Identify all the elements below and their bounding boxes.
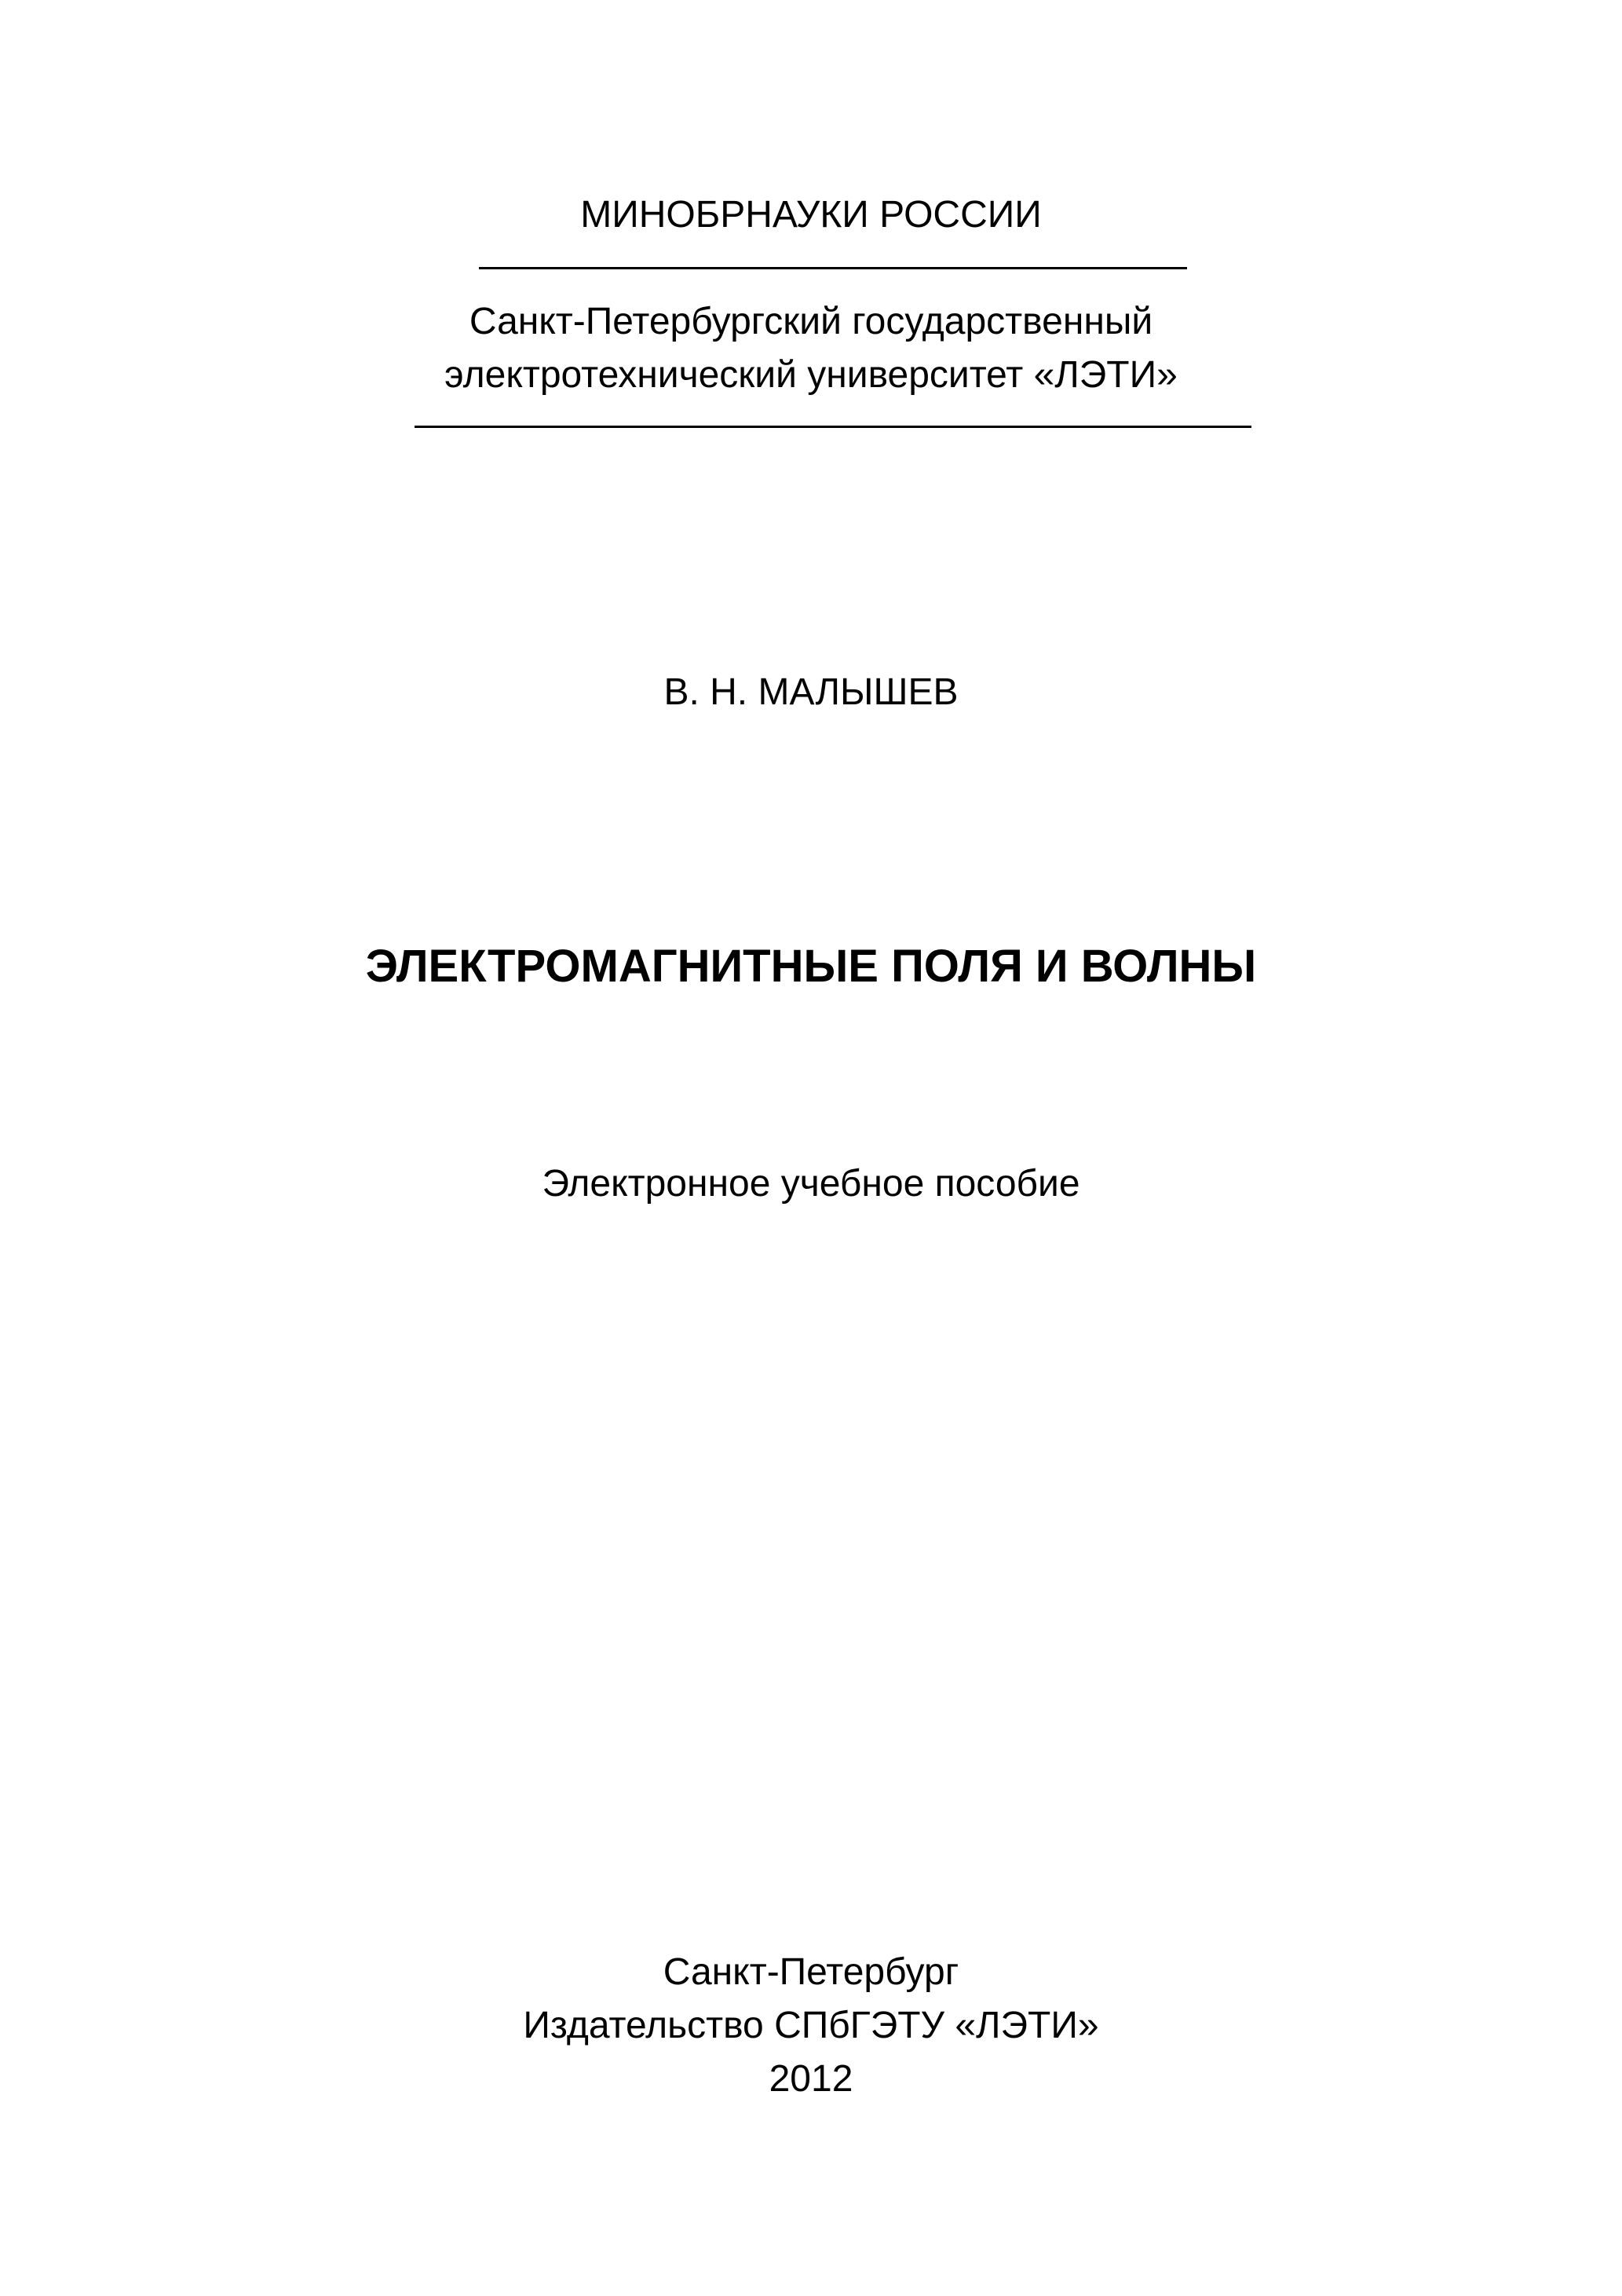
university-name-line1: Санкт-Петербургский государственный [469,301,1153,342]
book-subtitle: Электронное учебное пособие [542,1163,1080,1205]
ministry-name: МИНОБРНАУКИ РОССИИ [580,194,1042,236]
header-divider-long [415,426,1251,428]
publication-year: 2012 [769,2058,853,2100]
book-title: ЭЛЕКТРОМАГНИТНЫЕ ПОЛЯ И ВОЛНЫ [365,941,1257,992]
header-divider-short [479,267,1187,269]
university-name-line2: электротехнический университет «ЛЭТИ» [444,354,1178,396]
publisher-name: Издательство СПбГЭТУ «ЛЭТИ» [523,2005,1099,2046]
author-name: В. Н. МАЛЫШЕВ [663,671,959,713]
publication-city: Санкт-Петербург [663,1951,959,1993]
